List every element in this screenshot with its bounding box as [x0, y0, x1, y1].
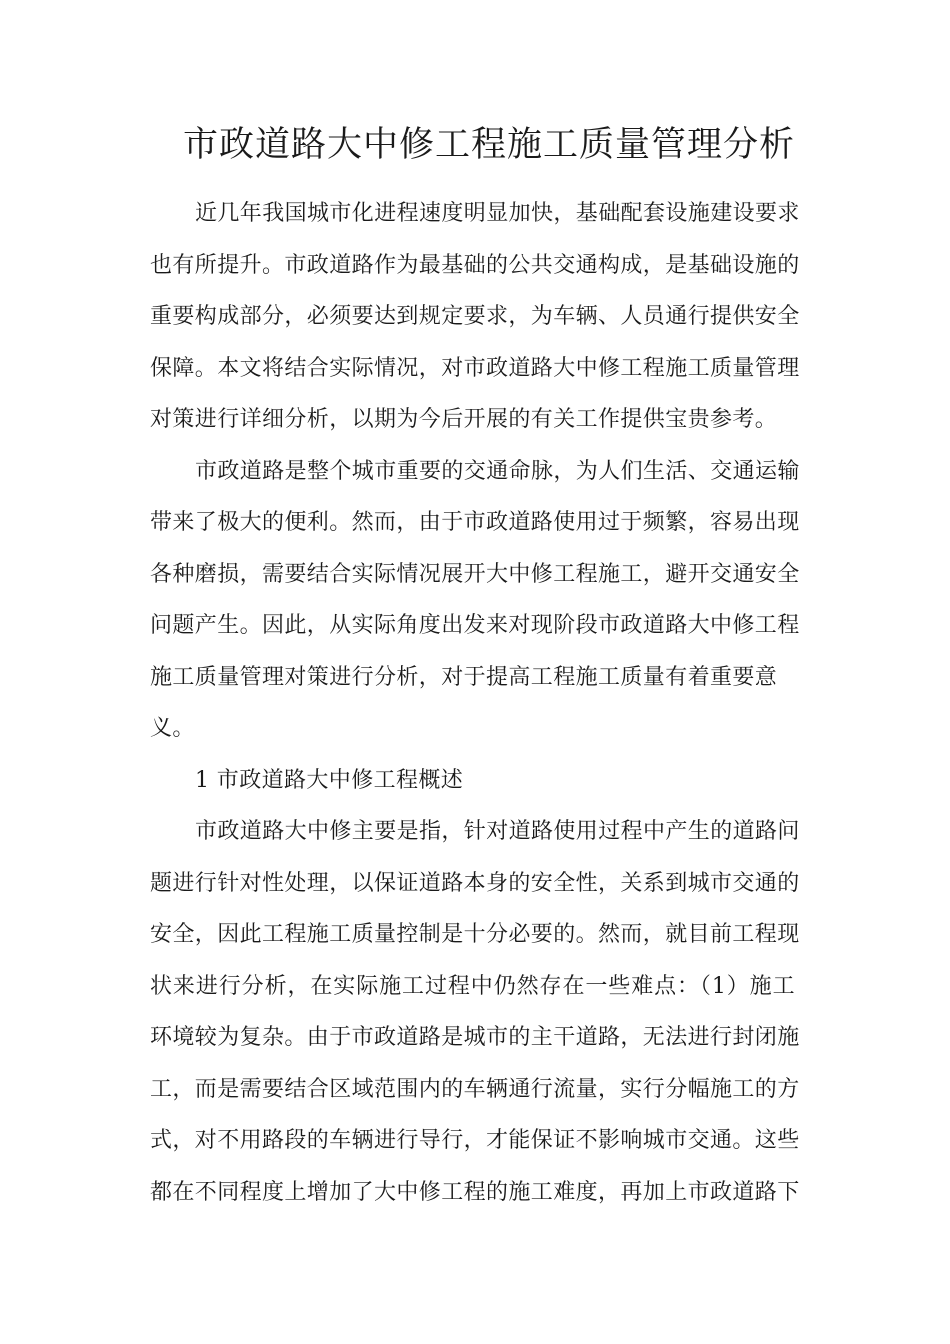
- paragraph-line: 环境较为复杂。由于市政道路是城市的主干道路，无法进行封闭施: [150, 1025, 800, 1050]
- paragraph-line: 市政道路大中修主要是指，针对道路使用过程中产生的道路问: [195, 819, 800, 844]
- paragraph-line: 对策进行详细分析，以期为今后开展的有关工作提供宝贵参考。: [150, 407, 778, 432]
- paragraph-line: 题进行针对性处理，以保证道路本身的安全性，关系到城市交通的: [150, 870, 800, 896]
- paragraph-line: 问题产生。因此，从实际角度出发来对现阶段市政道路大中修工程: [150, 613, 800, 638]
- paragraph-line: 各种磨损，需要结合实际情况展开大中修工程施工，避开交通安全: [150, 561, 800, 587]
- paragraph-line: 市政道路是整个城市重要的交通命脉，为人们生活、交通运输: [195, 458, 800, 484]
- paragraph-line: 带来了极大的便利。然而，由于市政道路使用过于频繁，容易出现: [150, 510, 800, 535]
- paragraph-line: 也有所提升。市政道路作为最基础的公共交通构成，是基础设施的: [150, 252, 800, 278]
- paragraph-line: 都在不同程度上增加了大中修工程的施工难度，再加上市政道路下: [150, 1179, 800, 1205]
- paragraph-line: 义。: [150, 716, 195, 741]
- paragraph-line: 保障。本文将结合实际情况，对市政道路大中修工程施工质量管理: [150, 355, 800, 381]
- section-heading: 1 市政道路大中修工程概述: [195, 767, 464, 793]
- document-body: [150, 188, 800, 1218]
- paragraph-line: 重要构成部分，必须要达到规定要求，为车辆、人员通行提供安全: [150, 304, 800, 329]
- paragraph-line: 近几年我国城市化进程速度明显加快，基础配套设施建设要求: [195, 201, 800, 226]
- paragraph-line: 工，而是需要结合区域范围内的车辆通行流量，实行分幅施工的方: [150, 1076, 800, 1102]
- document-title: 市政道路大中修工程施工质量管理分析: [182, 125, 795, 165]
- paragraph-line: 式，对不用路段的车辆进行导行，才能保证不影响城市交通。这些: [150, 1128, 800, 1153]
- paragraph-line: 施工质量管理对策进行分析，对于提高工程施工质量有着重要意: [150, 664, 778, 690]
- paragraph-line: 状来进行分析，在实际施工过程中仍然存在一些难点：（1）施工: [150, 973, 795, 999]
- paragraph-line: 安全，因此工程施工质量控制是十分必要的。然而，就目前工程现: [150, 922, 800, 947]
